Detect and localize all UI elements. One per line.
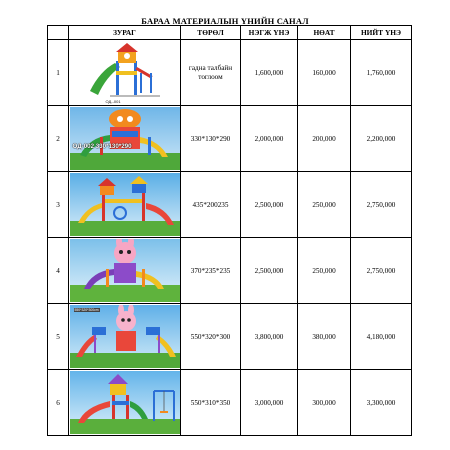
product-image-cell xyxy=(69,172,181,238)
table-row xyxy=(48,304,412,370)
vat-amount: 300,000 xyxy=(298,370,351,436)
row-number: 4 xyxy=(48,238,69,304)
header-number xyxy=(48,26,69,40)
vat-amount: 380,000 xyxy=(298,304,351,370)
table-row xyxy=(48,172,412,238)
unit-price: 3,800,000 xyxy=(241,304,298,370)
product-image-cell xyxy=(69,304,181,370)
playground-image-4 xyxy=(70,239,180,302)
playground-image-5 xyxy=(70,305,180,368)
product-code-overlay: ОД-002 330*130*290 xyxy=(72,143,132,150)
product-image-cell xyxy=(69,370,181,436)
product-type: 330*130*290 xyxy=(181,106,241,172)
product-image-cell xyxy=(69,40,181,106)
row-number: 1 xyxy=(48,40,69,106)
product-type: 370*235*235 xyxy=(181,238,241,304)
unit-price: 1,600,000 xyxy=(241,40,298,106)
unit-price: 3,000,000 xyxy=(241,370,298,436)
product-image-cell xyxy=(69,106,181,172)
total-price: 3,300,000 xyxy=(351,370,412,436)
vat-amount: 200,000 xyxy=(298,106,351,172)
table-row xyxy=(48,238,412,304)
product-type: гадна талбайн тоглоом xyxy=(181,40,241,106)
table-row xyxy=(48,370,412,436)
header-vat: НӨАТ xyxy=(298,26,351,40)
product-image-cell xyxy=(69,238,181,304)
unit-price: 2,500,000 xyxy=(241,172,298,238)
header-type: ТӨРӨЛ xyxy=(181,26,241,40)
total-price: 1,760,000 xyxy=(351,40,412,106)
product-type: 435*200235 xyxy=(181,172,241,238)
vat-amount: 160,000 xyxy=(298,40,351,106)
playground-image-3 xyxy=(70,173,180,236)
total-price: 2,750,000 xyxy=(351,172,412,238)
unit-price: 2,500,000 xyxy=(241,238,298,304)
table-row xyxy=(48,106,412,172)
product-code: ОД--001 xyxy=(105,99,121,104)
playground-image-6 xyxy=(70,371,180,434)
total-price: 4,180,000 xyxy=(351,304,412,370)
header-picture: ЗУРАГ xyxy=(69,26,181,40)
header-total-price: НИЙТ ҮНЭ xyxy=(351,26,412,40)
row-number: 3 xyxy=(48,172,69,238)
row-number: 2 xyxy=(48,106,69,172)
playground-image-2 xyxy=(70,107,180,170)
table-header-row xyxy=(48,26,412,40)
product-type: 550*310*350 xyxy=(181,370,241,436)
photo-size-tag: 550*320*300cm xyxy=(74,308,99,312)
total-price: 2,750,000 xyxy=(351,238,412,304)
product-type: 550*320*300 xyxy=(181,304,241,370)
price-table xyxy=(47,25,412,436)
table-row xyxy=(48,40,412,106)
total-price: 2,200,000 xyxy=(351,106,412,172)
unit-price: 2,000,000 xyxy=(241,106,298,172)
vat-amount: 250,000 xyxy=(298,172,351,238)
playground-image-1 xyxy=(70,41,180,104)
document-title: БАРАА МАТЕРИАЛЫН ҮНИЙН САНАЛ xyxy=(141,16,309,26)
row-number: 5 xyxy=(48,304,69,370)
vat-amount: 250,000 xyxy=(298,238,351,304)
row-number: 6 xyxy=(48,370,69,436)
header-unit-price: НЭГЖ ҮНЭ xyxy=(241,26,298,40)
